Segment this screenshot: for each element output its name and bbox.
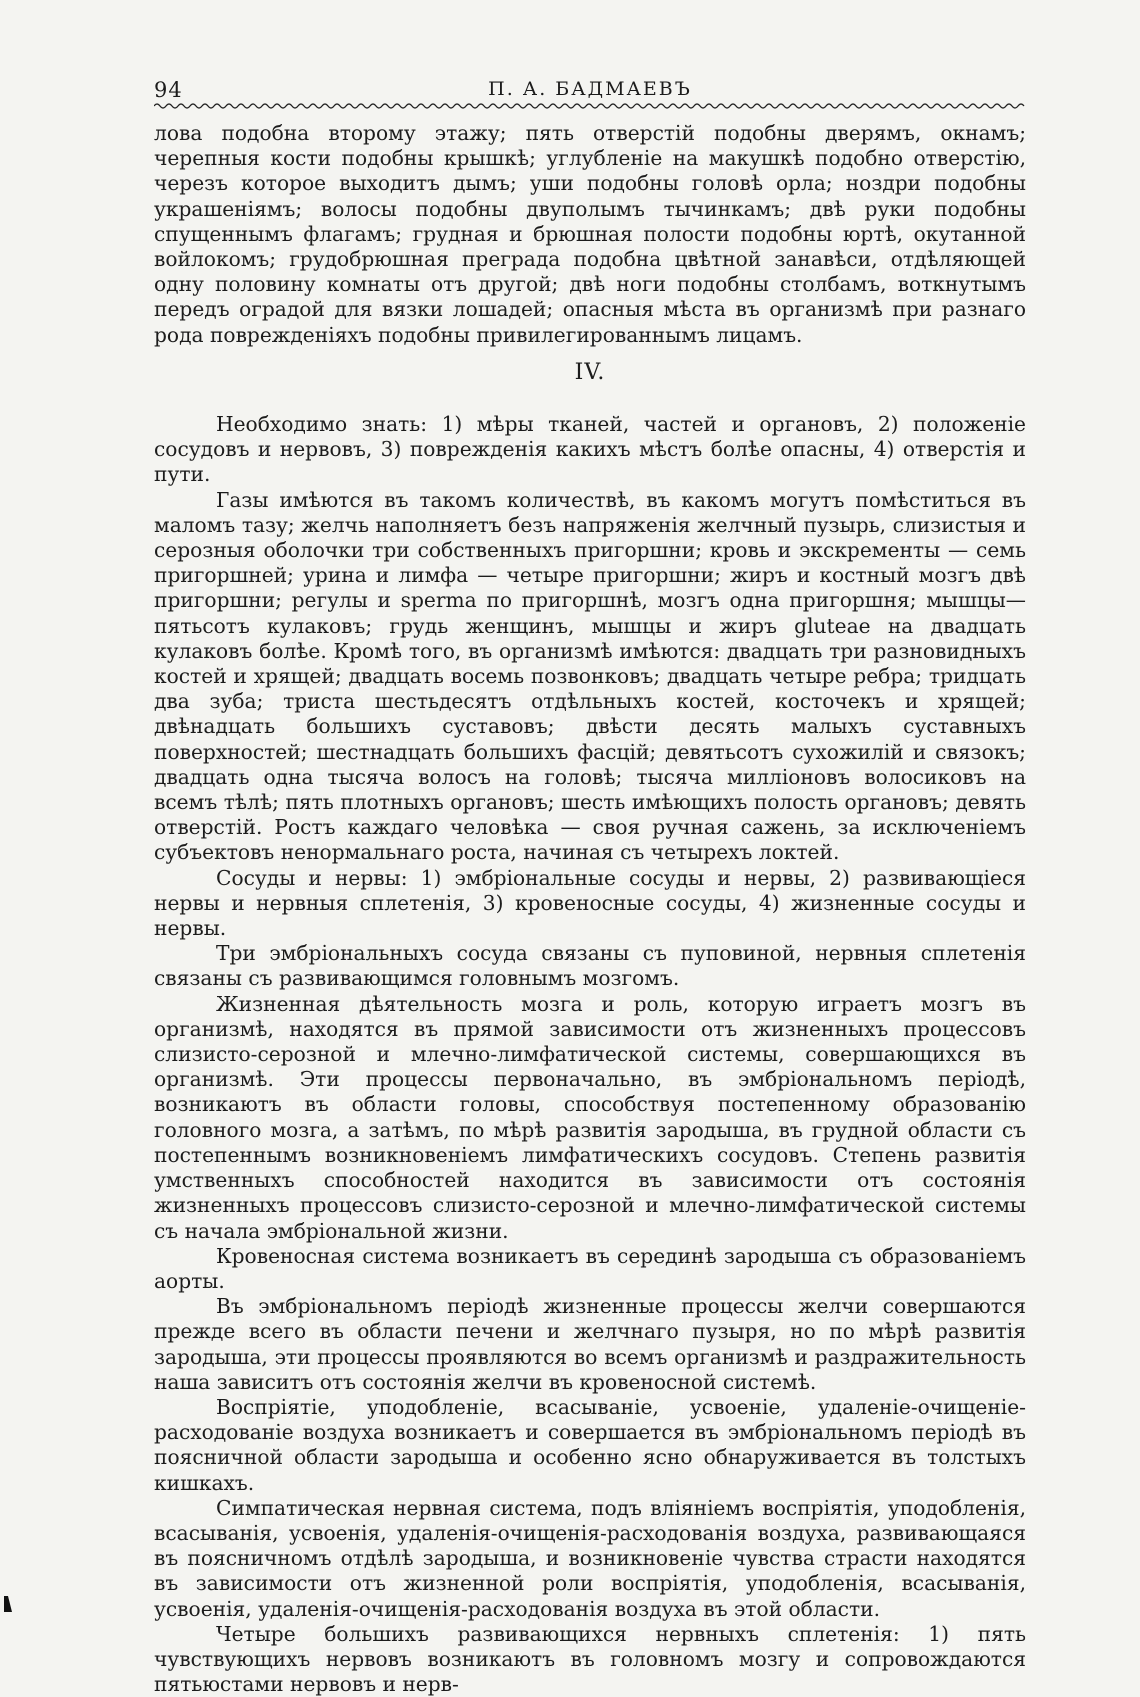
- page-number: 94: [154, 78, 183, 102]
- paragraph: Газы имѣются въ такомъ количествѣ, въ какомъ могутъ помѣститься въ маломъ тазу; желчь наполняетъ безъ напряженія желчный пузырь, слизистыя и серозныя оболочки три собственныхъ пригоршни; кровь и экскременты — семь пригоршней; урина и лимфа — четыре пригоршни; жиръ и костный мозгъ двѣ пригоршни; регулы и sperma по пригоршнѣ, мозгъ одна пригоршня; мышцы—пятьсотъ кулаковъ; грудь женщинъ, мышцы и жиръ gluteae на двадцать кулаковъ болѣе. Кромѣ того, въ организмѣ имѣются: двадцать три разновидныхъ костей и хрящей; двадцать восемь позвонковъ; двадцать четыре ребра; тридцать два зуба; триста шестьдесятъ отдѣльныхъ костей, косточекъ и хрящей; двѣнадцать большихъ суставовъ; двѣсти десять малыхъ суставныхъ поверхностей; шестнадцать большихъ фасцій; девятьсотъ сухожилій и связокъ; двадцать одна тысяча волосъ на головѣ; тысяча милліоновъ волосиковъ на всемъ тѣлѣ; пять плотныхъ органовъ; шесть имѣющихъ полость органовъ; девять отверстій. Ростъ каждаго человѣка — своя ручная сажень, за исключеніемъ субъектовъ ненормальнаго роста, начиная съ четырехъ локтей.: [154, 487, 1026, 865]
- paragraph: лова подобна второму этажу; пять отверстій подобны дверямъ, окнамъ; черепныя кости подобны крышкѣ; углубленіе на макушкѣ подобно отверстію, черезъ которое выходитъ дымъ; уши подобны головѣ орла; ноздри подобны украшеніямъ; волосы подобны двуполымъ тычинкамъ; двѣ руки подобны спущеннымъ флагамъ; грудная и брюшная полости подобны юртѣ, окутанной войлокомъ; грудобрюшная преграда подобна цвѣтной занавѣси, отдѣляющей одну половину комнаты отъ другой; двѣ ноги подобны столбамъ, воткнутымъ передъ оградой для вязки лошадей; опасныя мѣста въ организмѣ при разнаго рода поврежденіяхъ подобны привилегированнымъ лицамъ.: [154, 121, 1026, 347]
- header-wavy-rule: [154, 102, 1026, 110]
- paragraph: Сосуды и нервы: 1) эмбріональные сосуды и нервы, 2) развивающіеся нервы и нервныя сплетенія, 3) кровеносные сосуды, 4) жизненные сосуды и нервы.: [154, 865, 1026, 941]
- corner-scan-mark: [4, 1596, 12, 1612]
- page-header: [154, 74, 1026, 108]
- paragraph: Воспріятіе, уподобленіе, всасываніе, усвоеніе, удаленіе-очищеніе-расходованіе воздуха возникаетъ и совершается въ эмбріональномъ періодѣ въ поясничной области зародыша и особенно ясно обнаруживается въ толстыхъ кишкахъ.: [154, 1394, 1026, 1495]
- paragraph: Въ эмбріональномъ періодѣ жизненные процессы желчи совершаются прежде всего въ области печени и желчнаго пузыря, но по мѣрѣ развитія зародыша, эти процессы проявляются во всемъ организмѣ и раздражительность наша зависитъ отъ состоянія желчи въ кровеносной системѣ.: [154, 1294, 1026, 1394]
- paragraph: Три эмбріональныхъ сосуда связаны съ пуповиной, нервныя сплетенія связаны съ развивающимся головнымъ мозгомъ.: [154, 941, 1026, 991]
- running-head: П. А. БАДМАЕВЪ: [488, 78, 692, 100]
- paragraph: Необходимо знать: 1) мѣры тканей, частей и органовъ, 2) положеніе сосудовъ и нервовъ, 3) поврежденія какихъ мѣстъ болѣе опасны, 4) отверстія и пути.: [154, 412, 1026, 487]
- section-body: [154, 412, 1026, 1697]
- paragraph: Жизненная дѣятельность мозга и роль, которую играетъ мозгъ въ организмѣ, находятся въ прямой зависимости отъ жизненныхъ процессовъ слизисто-серозной и млечно-лимфатической системы, совершающихся въ организмѣ. Эти процессы первоначально, въ эмбріональномъ періодѣ, возникаютъ въ области головы, способствуя постепенному образованію головного мозга, а затѣмъ, по мѣрѣ развитія зародыша, въ грудной области съ постепеннымъ возникновеніемъ лимфатическихъ сосудовъ. Степень развитія умственныхъ способностей находится въ зависимости отъ состоянія жизненныхъ процессовъ слизисто-серозной и млечно-лимфатической системы съ начала эмбріональной жизни.: [154, 991, 1026, 1243]
- continuation-text: [154, 121, 1026, 348]
- paragraph: Четыре большихъ развивающихся нервныхъ сплетенія: 1) пять чувствующихъ нервовъ возникаютъ въ головномъ мозгу и сопровождаются пятьюстами нервовъ и нерв-: [154, 1621, 1026, 1697]
- paragraph: Симпатическая нервная система, подъ вліяніемъ воспріятія, уподобленія, всасыванія, усвоенія, удаленія-очищенія-расходованія воздуха, развивающаяся въ поясничномъ отдѣлѣ зародыша, и возникновеніе чувства страсти находятся въ зависимости отъ жизненной роли воспріятія, уподобленія, всасыванія, усвоенія, удаленія-очищенія-расходованія воздуха въ этой области.: [154, 1495, 1026, 1621]
- paragraph: Кровеносная система возникаетъ въ серединѣ зародыша съ образованіемъ аорты.: [154, 1243, 1026, 1293]
- section-heading: IV.: [574, 360, 606, 385]
